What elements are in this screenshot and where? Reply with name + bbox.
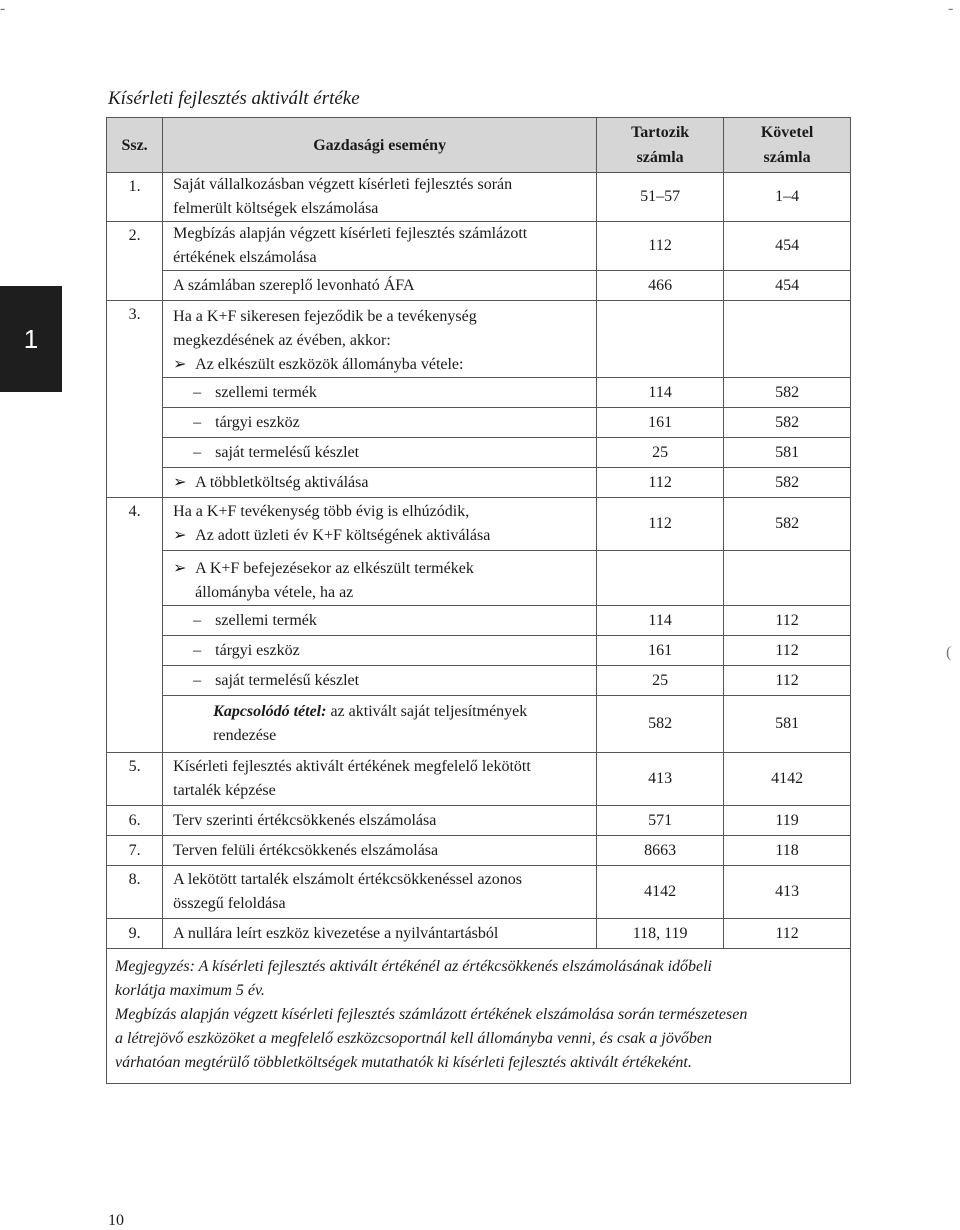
event-text: ➢ A többletköltség aktiválása bbox=[163, 468, 597, 498]
chapter-tab bbox=[0, 286, 62, 392]
table-row bbox=[107, 806, 851, 836]
table-row bbox=[107, 468, 851, 498]
event-text: Terven felüli értékcsökkenés elszámolása bbox=[163, 836, 597, 866]
registration-mark: ( bbox=[946, 644, 952, 661]
arrowhead-bullet-icon: ➢ bbox=[173, 356, 187, 373]
event-text: Kísérleti fejlesztés aktivált értékének megfelelő lekötött tartalék képzése bbox=[163, 753, 597, 806]
credit-account: 112 bbox=[724, 606, 851, 636]
debit-account: 161 bbox=[597, 636, 724, 666]
debit-account: 4142 bbox=[597, 866, 724, 919]
debit-account: 118, 119 bbox=[597, 919, 724, 949]
row-number: 9. bbox=[107, 919, 163, 949]
event-text: A számlában szereplő levonható ÁFA bbox=[163, 271, 597, 301]
dash-bullet-icon: – bbox=[193, 671, 202, 689]
credit-account: 581 bbox=[724, 438, 851, 468]
header-debit: Tartozik számla bbox=[597, 118, 724, 173]
arrowhead-bullet-icon: ➢ bbox=[173, 473, 187, 491]
table-row bbox=[107, 919, 851, 949]
debit-account: 25 bbox=[597, 666, 724, 696]
arrowhead-bullet-icon: ➢ bbox=[173, 527, 187, 544]
event-text: Saját vállalkozásban végzett kísérleti fejlesztés során felmerült költségek elszámolása bbox=[163, 173, 597, 222]
event-text: Ha a K+F sikeresen fejeződik be a tevékenység megkezdésének az évében, akkor: ➢ Az elkészült eszközök állományba vétele: bbox=[163, 301, 597, 378]
table-row bbox=[107, 173, 851, 222]
table-row bbox=[107, 606, 851, 636]
table-row bbox=[107, 753, 851, 806]
event-text: Kapcsolódó tétel: az aktivált saját teljesítmények rendezése bbox=[163, 696, 597, 753]
dash-bullet-icon: – bbox=[193, 641, 202, 659]
row-number: 8. bbox=[107, 866, 163, 919]
credit-account: 582 bbox=[724, 378, 851, 408]
row-number: 4. bbox=[107, 498, 163, 551]
event-text: – saját termelésű készlet bbox=[163, 438, 597, 468]
note-text: Megjegyzés: A kísérleti fejlesztés aktivált értékénél az értékcsökkenés elszámolásának időbeli korlátja maximum 5 év. Megbízás alapján végzett kísérleti fejlesztés számlázott értékének elszámolása során természetesen a létrejövő eszközöket a megfelelő eszközcsoportnál kell állományba venni, és csak a jövőben várhatóan megtérülő többletköltségek mutathatók ki kísérleti fejlesztés aktivált értékeként. bbox=[107, 949, 851, 1084]
table-row bbox=[107, 666, 851, 696]
dash-bullet-icon: – bbox=[193, 413, 202, 431]
table-row bbox=[107, 866, 851, 919]
credit-account: 118 bbox=[724, 836, 851, 866]
event-text: – szellemi termék bbox=[163, 606, 597, 636]
row-number: 6. bbox=[107, 806, 163, 836]
credit-account: 1–4 bbox=[724, 173, 851, 222]
table-row bbox=[107, 836, 851, 866]
event-text: Megbízás alapján végzett kísérleti fejlesztés számlázott értékének elszámolása bbox=[163, 222, 597, 271]
event-text: – szellemi termék bbox=[163, 378, 597, 408]
event-text: ➢ A K+F befejezésekor az elkészült termékek állományba vétele, ha az bbox=[163, 551, 597, 606]
page-number: 10 bbox=[108, 1212, 124, 1229]
debit-account: 161 bbox=[597, 408, 724, 438]
header-row bbox=[107, 118, 851, 173]
table-row bbox=[107, 498, 851, 551]
credit-account: 581 bbox=[724, 696, 851, 753]
credit-account: 112 bbox=[724, 919, 851, 949]
note-row bbox=[107, 949, 851, 1084]
chapter-number: 1 bbox=[23, 323, 39, 354]
event-text: Ha a K+F tevékenység több évig is elhúzódik, ➢ Az adott üzleti év K+F költségének aktiválása bbox=[163, 498, 597, 551]
event-text: A lekötött tartalék elszámolt értékcsökkenéssel azonos összegű feloldása bbox=[163, 866, 597, 919]
debit-account: 8663 bbox=[597, 836, 724, 866]
debit-account: 466 bbox=[597, 271, 724, 301]
credit-account: 582 bbox=[724, 468, 851, 498]
credit-account: 112 bbox=[724, 666, 851, 696]
row-number: 3. bbox=[107, 301, 163, 378]
table-row bbox=[107, 222, 851, 271]
debit-account: 112 bbox=[597, 498, 724, 551]
credit-account: 119 bbox=[724, 806, 851, 836]
table-row bbox=[107, 301, 851, 378]
table-row bbox=[107, 636, 851, 666]
event-text: – tárgyi eszköz bbox=[163, 408, 597, 438]
dash-bullet-icon: – bbox=[193, 611, 202, 629]
debit-account: 413 bbox=[597, 753, 724, 806]
debit-account: 114 bbox=[597, 606, 724, 636]
credit-account: 582 bbox=[724, 408, 851, 438]
table-row bbox=[107, 271, 851, 301]
credit-account: 454 bbox=[724, 222, 851, 271]
debit-account: 571 bbox=[597, 806, 724, 836]
dash-bullet-icon: – bbox=[193, 443, 202, 461]
accounting-table bbox=[106, 117, 851, 1084]
table-row bbox=[107, 378, 851, 408]
dash-bullet-icon: – bbox=[193, 383, 202, 401]
row-number: 2. bbox=[107, 222, 163, 271]
debit-account: 25 bbox=[597, 438, 724, 468]
row-number: 5. bbox=[107, 753, 163, 806]
credit-account: 454 bbox=[724, 271, 851, 301]
event-text: Terv szerinti értékcsökkenés elszámolása bbox=[163, 806, 597, 836]
credit-account: 112 bbox=[724, 636, 851, 666]
table-row bbox=[107, 551, 851, 606]
debit-account: 582 bbox=[597, 696, 724, 753]
header-ssz: Ssz. bbox=[107, 118, 163, 173]
row-number: 7. bbox=[107, 836, 163, 866]
table-row bbox=[107, 438, 851, 468]
credit-account: 582 bbox=[724, 498, 851, 551]
arrowhead-bullet-icon: ➢ bbox=[173, 560, 187, 577]
corner-mark: - bbox=[0, 0, 6, 17]
event-text: A nullára leírt eszköz kivezetése a nyilvántartásból bbox=[163, 919, 597, 949]
debit-account: 51–57 bbox=[597, 173, 724, 222]
debit-account: 112 bbox=[597, 222, 724, 271]
header-event: Gazdasági esemény bbox=[163, 118, 597, 173]
header-credit: Követel számla bbox=[724, 118, 851, 173]
corner-mark: - bbox=[948, 0, 954, 17]
page-title: Kísérleti fejlesztés aktivált értéke bbox=[108, 88, 360, 109]
table-row bbox=[107, 696, 851, 753]
row-number: 1. bbox=[107, 173, 163, 222]
event-text: – tárgyi eszköz bbox=[163, 636, 597, 666]
event-text: – saját termelésű készlet bbox=[163, 666, 597, 696]
debit-account: 114 bbox=[597, 378, 724, 408]
credit-account: 4142 bbox=[724, 753, 851, 806]
table-row bbox=[107, 408, 851, 438]
debit-account: 112 bbox=[597, 468, 724, 498]
credit-account: 413 bbox=[724, 866, 851, 919]
